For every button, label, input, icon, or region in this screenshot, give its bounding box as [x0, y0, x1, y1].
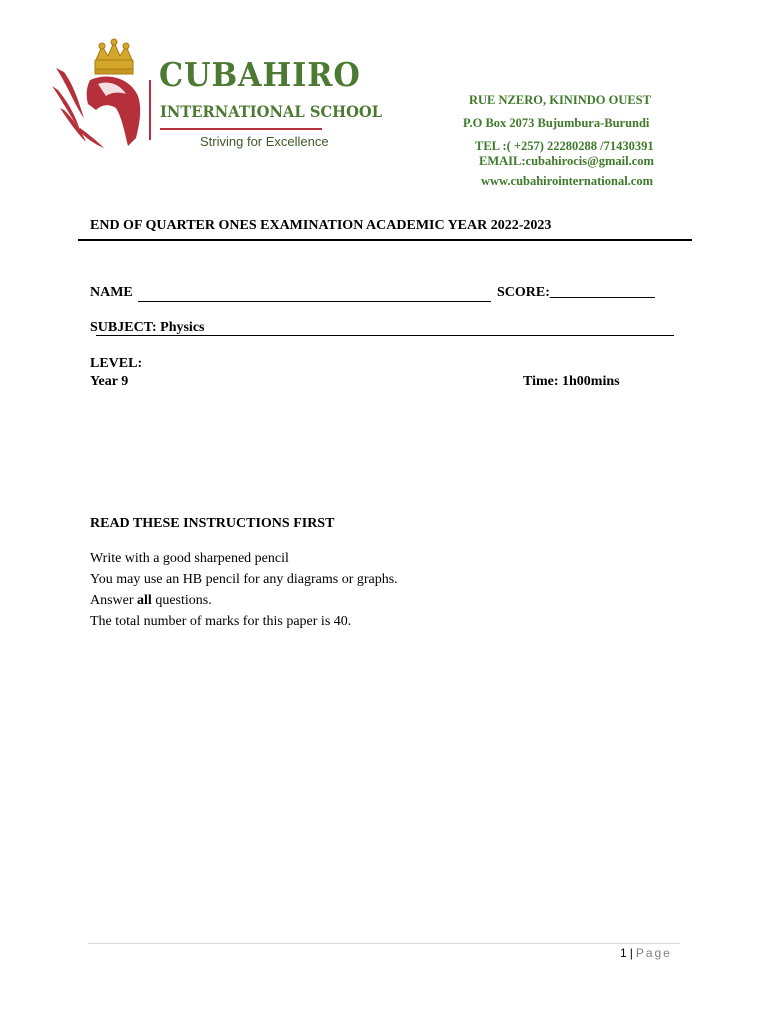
school-name: CUBAHIRO: [159, 55, 361, 94]
instruction-line: The total number of marks for this paper is 40.: [90, 614, 352, 629]
instruction-line: Write with a good sharpened pencil: [90, 551, 289, 566]
page-number: 1: [620, 946, 627, 960]
page-word: Page: [635, 946, 672, 960]
exam-title: END OF QUARTER ONES EXAMINATION ACADEMIC YEAR 2022-2023: [90, 218, 552, 233]
school-name-rule: [160, 128, 322, 130]
level-value: Year 9: [90, 374, 129, 389]
instruction-line: You may use an HB pencil for any diagrams or graphs.: [90, 572, 398, 587]
page-footer: [620, 946, 672, 960]
instruction-line: [90, 593, 212, 609]
name-fill-line: [138, 301, 491, 302]
school-motto: Striving for Excellence: [200, 134, 329, 149]
instruction-text: Answer: [90, 593, 138, 608]
instruction-text: questions.: [151, 593, 212, 608]
instruction-emphasis: all: [137, 593, 152, 608]
subject-label: SUBJECT: Physics: [90, 320, 205, 335]
instructions-title: READ THESE INSTRUCTIONS FIRST: [90, 516, 335, 531]
subject-fill-line: [96, 335, 674, 336]
exam-title-rule: [78, 239, 692, 241]
school-subtitle: INTERNATIONAL SCHOOL: [160, 102, 383, 121]
contact-address: RUE NZERO, KININDO OUEST: [469, 93, 651, 107]
footer-rule: [88, 943, 680, 944]
crown-horse-logo-icon: [50, 38, 160, 153]
school-logo: [50, 38, 383, 158]
score-label: SCORE:_______________: [497, 285, 655, 300]
time-label: Time: 1h00mins: [523, 374, 620, 389]
level-label: LEVEL:: [90, 356, 143, 371]
contact-email: EMAIL:cubahirocis@gmail.com: [479, 154, 654, 168]
contact-website: www.cubahirointernational.com: [481, 174, 653, 188]
name-label: NAME: [90, 285, 133, 300]
contact-po-box: P.O Box 2073 Bujumbura-Burundi: [463, 116, 650, 130]
logo-divider: [149, 80, 151, 140]
contact-tel: TEL :( +257) 22280288 /71430391: [475, 139, 654, 153]
page-separator: |: [629, 946, 633, 960]
